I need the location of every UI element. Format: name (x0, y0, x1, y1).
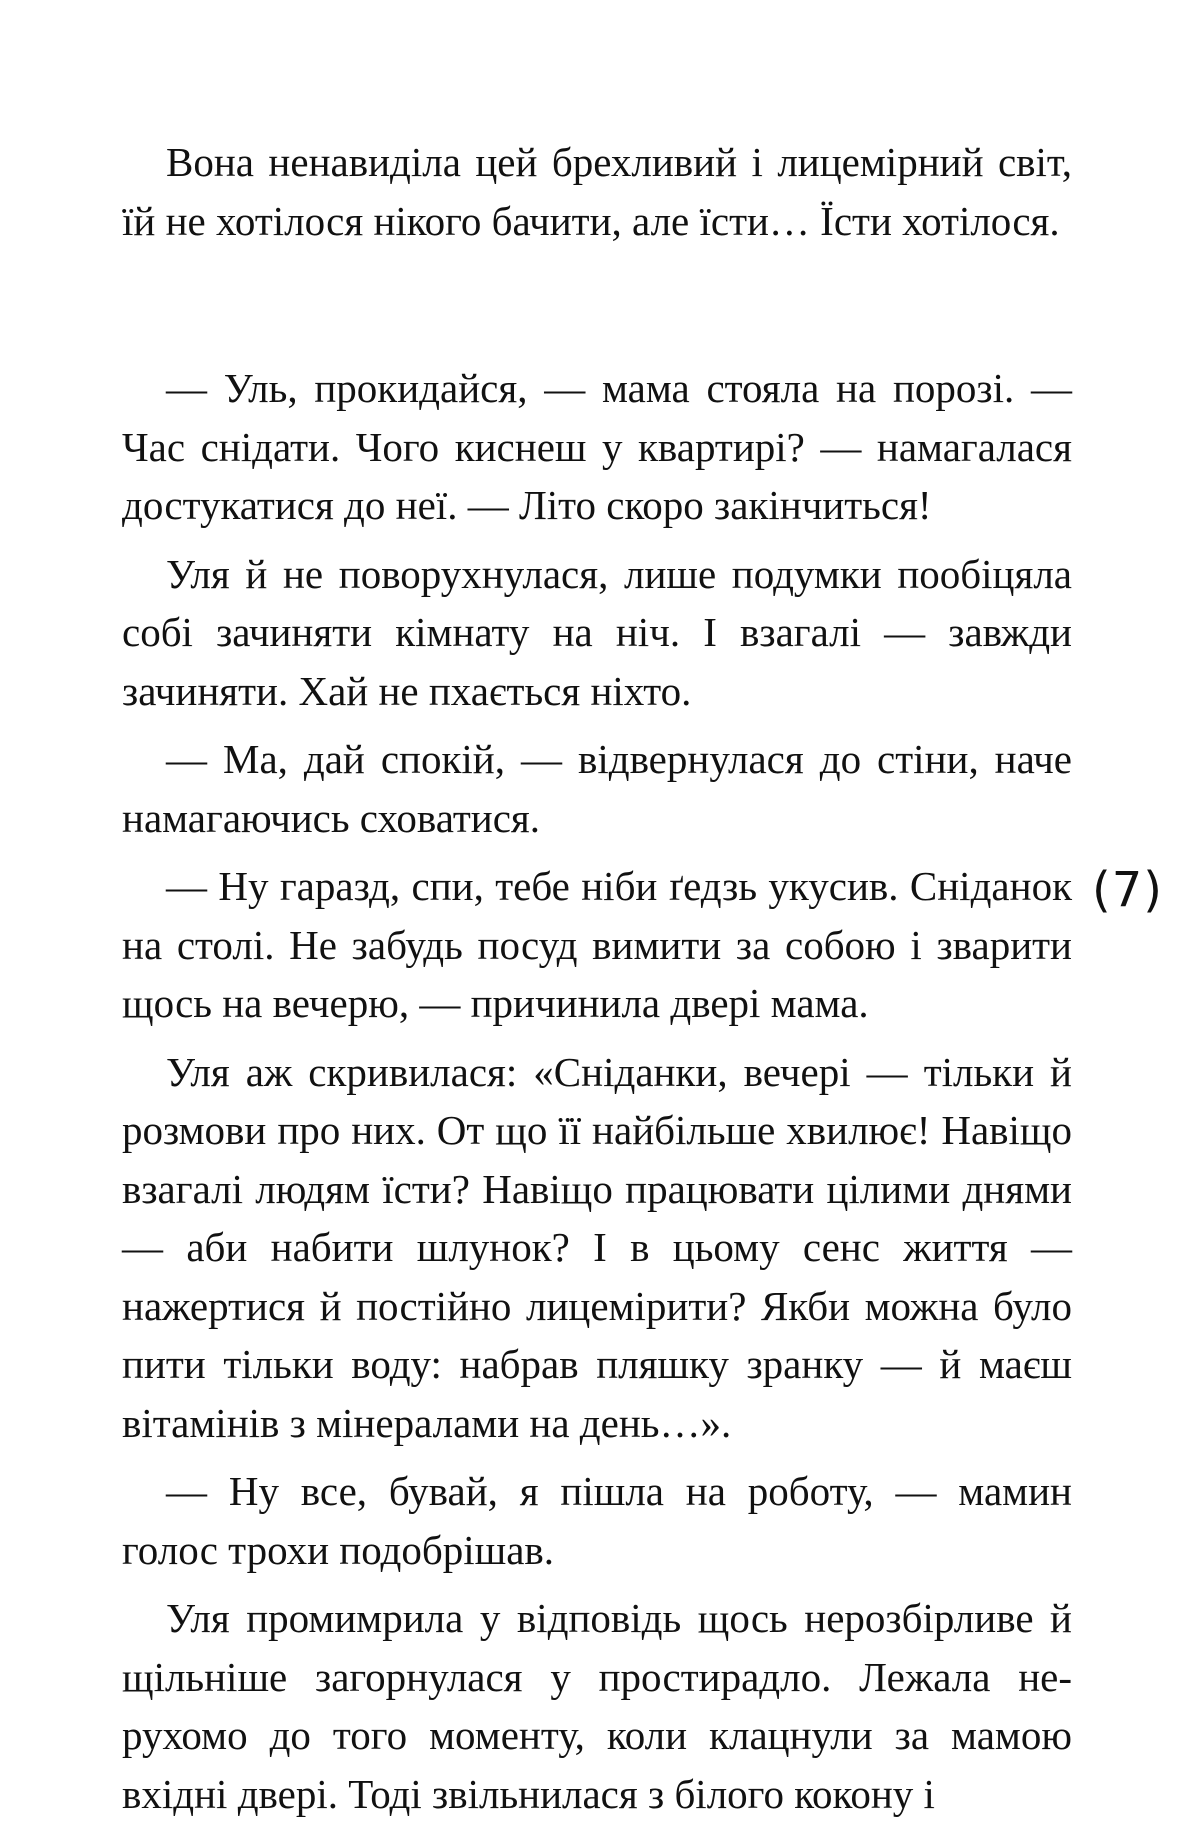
paragraph: — Ну все, бувай, я пішла на роботу, — мамин голос трохи подобрішав. (122, 1468, 1072, 1573)
page-number: (7) (1092, 862, 1163, 918)
paragraph: — Ма, дай спокій, — відвернулася до стіни, наче намагаючись сховатися. (122, 736, 1072, 841)
paragraph: — Уль, прокидайся, — мама стояла на порозі. — Час снідати. Чого киснеш у квартирі? — намагалася достукатися до неї. — Літо скоро закінчиться! (122, 365, 1072, 528)
paragraph: Уля аж скривилася: «Сніданки, вечері — тільки й розмови про них. От що її найбільше хвилює! Навіщо взагалі людям їсти? Навіщо працювати цілими днями — аби набити шлунок? І в цьому сенс життя — нажертися й постійно лицемірити? Якби можна було пити тільки воду: набрав пляшку зранку — й маєш вітамінів з мінералами на день…». (122, 1048, 1072, 1446)
paragraph: — Ну гаразд, спи, тебе ніби ґедзь укусив. Сніданок на столі. Не забудь посуд вимити за собою і зварити щось на вечерю, — причинила двері мама. (122, 863, 1072, 1026)
intro-paragraph: Вона ненавиділа цей брехливий і лицемірний світ, їй не хотілося нікого бачити, але їсти… Їсти хотілося. (122, 139, 1072, 244)
paragraph: Уля й не поворухнулася, лише подумки пообіцяла собі зачиняти кімнату на ніч. І взагалі — завжди зачиняти. Хай не пхається ніхто. (122, 550, 1072, 714)
paragraph: Уля промимрила у відповідь щось нерозбірливе й щільніше загорнулася у простирадло. Лежала нерухомо до того моменту, коли клацнули за мамою вхідні двері. Тоді звільнилася з білого кокону і (122, 1595, 1072, 1817)
body-section (122, 359, 1072, 1833)
intro-section (122, 133, 1072, 250)
